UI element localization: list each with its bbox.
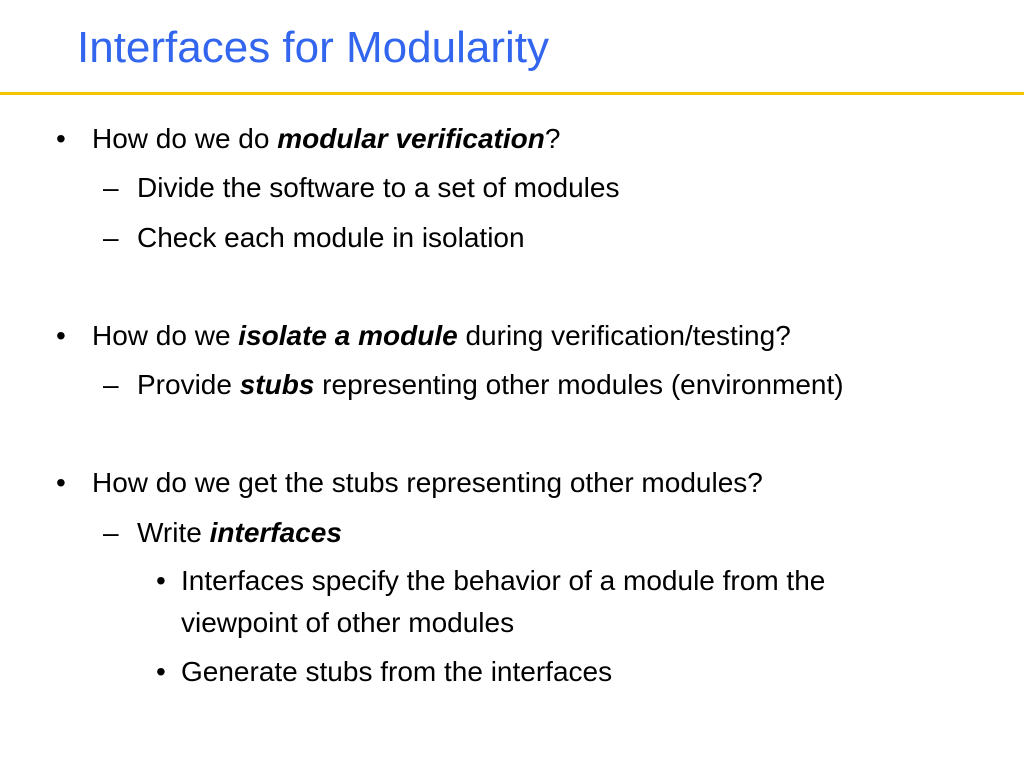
title-divider <box>0 92 1024 95</box>
sub-bullet-write-interfaces <box>103 516 342 550</box>
sub-sub-bullet-generate-stubs <box>156 655 613 689</box>
sub-sub-bullet-continuation <box>181 606 514 640</box>
emphasis-text: stubs <box>239 369 315 400</box>
dash-marker: – <box>103 369 119 400</box>
bullet-text: Interfaces specify the behavior of a module from the <box>181 565 826 596</box>
sub-sub-bullet-interfaces-specify <box>156 564 826 598</box>
sub-bullet-provide-stubs <box>103 368 844 402</box>
bullet-modular-verification <box>56 122 561 156</box>
bullet-text: viewpoint of other modules <box>181 607 515 638</box>
bullet-text: Provide <box>137 369 240 400</box>
bullet-text: Write <box>137 517 210 548</box>
bullet-text: How do we <box>92 320 239 351</box>
sub-bullet-divide-software <box>103 171 620 205</box>
dash-marker: – <box>103 172 119 203</box>
bullet-text: Generate stubs from the interfaces <box>181 656 613 687</box>
bullet-text: How do we do <box>92 123 278 154</box>
bullet-marker: • <box>156 656 166 687</box>
bullet-isolate-module <box>56 319 791 353</box>
bullet-marker: • <box>56 467 66 498</box>
bullet-marker: • <box>56 320 66 351</box>
bullet-text: representing other modules (environment) <box>314 369 844 400</box>
bullet-text: ? <box>544 123 561 154</box>
emphasis-text: interfaces <box>209 517 342 548</box>
bullet-get-stubs <box>56 466 763 500</box>
bullet-text: during verification/testing? <box>457 320 791 351</box>
bullet-marker: • <box>56 123 66 154</box>
emphasis-text: modular verification <box>277 123 545 154</box>
bullet-text: How do we get the stubs representing other modules? <box>92 467 763 498</box>
slide-title: Interfaces for Modularity <box>77 23 549 72</box>
sub-bullet-check-module <box>103 221 525 255</box>
emphasis-text: isolate a module <box>238 320 458 351</box>
bullet-marker: • <box>156 565 166 596</box>
bullet-text: Divide the software to a set of modules <box>137 172 620 203</box>
bullet-text: Check each module in isolation <box>137 222 525 253</box>
dash-marker: – <box>103 222 119 253</box>
dash-marker: – <box>103 517 119 548</box>
